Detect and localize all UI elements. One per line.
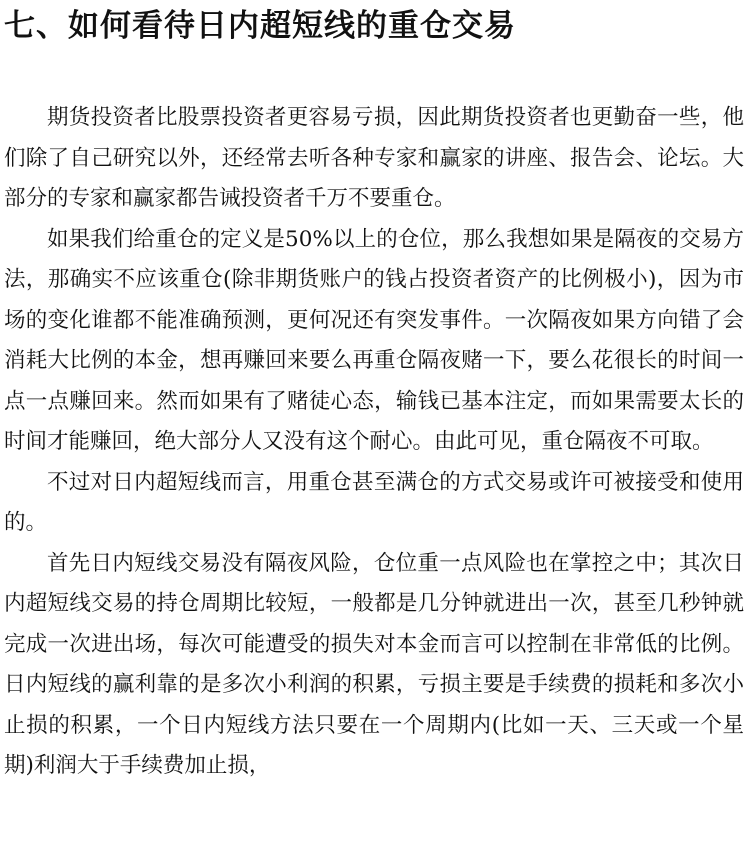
body-text <box>4 98 744 787</box>
paragraph-2: 如果我们给重仓的定义是50%以上的仓位，那么我想如果是隔夜的交易方法，那确实不应该重仓(除非期货账户的钱占投资者资产的比例极小)，因为市场的变化谁都不能准确预测，更何况还有突发事件。一次隔夜如果方向错了会消耗大比例的本金，想再赚回来要么再重仓隔夜赌一下，要么花很长的时间一点一点赚回来。然而如果有了赌徒心态，输钱已基本注定，而如果需要太长的时间才能赚回，绝大部分人又没有这个耐心。由此可见，重仓隔夜不可取。 <box>4 226 744 454</box>
paragraph-3: 不过对日内超短线而言，用重仓甚至满仓的方式交易或许可被接受和使用的。 <box>4 469 744 535</box>
paragraph-4: 首先日内短线交易没有隔夜风险，仓位重一点风险也在掌控之中；其次日内超短线交易的持仓周期比较短，一般都是几分钟就进出一次，甚至几秒钟就完成一次进出场，每次可能遭受的损失对本金而言可以控制在非常低的比例。日内短线的赢利靠的是多次小利润的积累，亏损主要是手续费的损耗和多次小止损的积累，一个日内短线方法只要在一个周期内(比如一天、三天或一个星期)利润大于手续费加止损， <box>4 550 744 778</box>
paragraph-1: 期货投资者比股票投资者更容易亏损，因此期货投资者也更勤奋一些，他们除了自己研究以外，还经常去听各种专家和赢家的讲座、报告会、论坛。大部分的专家和赢家都告诫投资者千万不要重仓。 <box>4 105 744 211</box>
section-heading: 七、如何看待日内超短线的重仓交易 <box>4 8 516 44</box>
